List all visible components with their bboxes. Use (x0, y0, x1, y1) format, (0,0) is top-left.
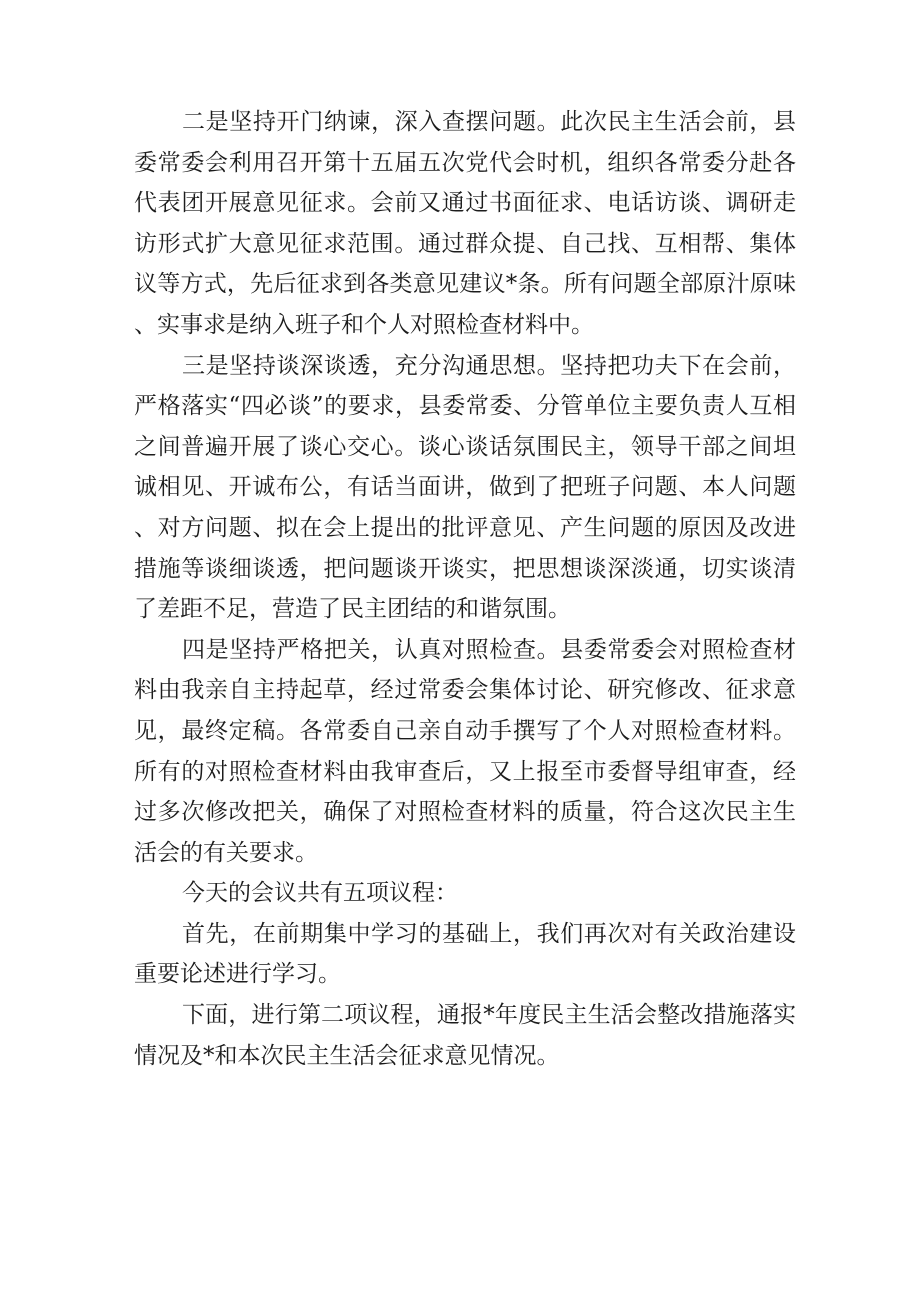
paragraph-point-two: 二是坚持开门纳谏，深入查摆问题。此次民主生活会前，县委常委会利用召开第十五届五次党代会时机，组织各常委分赴各代表团开展意见征求。会前又通过书面征求、电话访谈、调研走访形式扩大意见征求范围。通过群众提、自己找、互相帮、集体议等方式，先后征求到各类意见建议*条。所有问题全部原汁原味、实事求是纳入班子和个人对照检查材料中。 (134, 109, 796, 338)
paragraph-point-four: 四是坚持严格把关，认真对照检查。县委常委会对照检查材料由我亲自主持起草，经过常委会集体讨论、研究修改、征求意见，最终定稿。各常委自己亲自动手撰写了个人对照检查材料。所有的对照检查材料由我审查后，又上报至市委督导组审查，经过多次修改把关，确保了对照检查材料的质量，符合这次民主生活会的有关要求。 (134, 636, 796, 866)
paragraph-agenda-item-one: 首先，在前期集中学习的基础上，我们再次对有关政治建设重要论述进行学习。 (134, 920, 796, 988)
paragraph-agenda-item-two: 下面，进行第二项议程，通报*年度民主生活会整改措施落实情况及*和本次民主生活会征求意见情况。 (134, 1002, 796, 1069)
paragraph-point-three: 三是坚持谈深谈透，充分沟通思想。坚持把功夫下在会前，严格落实“四必谈”的要求，县委常委、分管单位主要负责人互相之间普遍开展了谈心交心。谈心谈话氛围民主，领导干部之间坦诚相见、开诚布公，有话当面讲，做到了把班子问题、本人问题、对方问题、拟在会上提出的批评意见、产生问题的原因及改进措施等谈细谈透，把问题谈开谈实，把思想谈深淡通，切实谈清了差距不足，营造了民主团结的和谐氛围。 (134, 352, 796, 623)
paragraph-agenda-intro: 今天的会议共有五项议程： (182, 880, 458, 907)
document-body (134, 102, 796, 1076)
